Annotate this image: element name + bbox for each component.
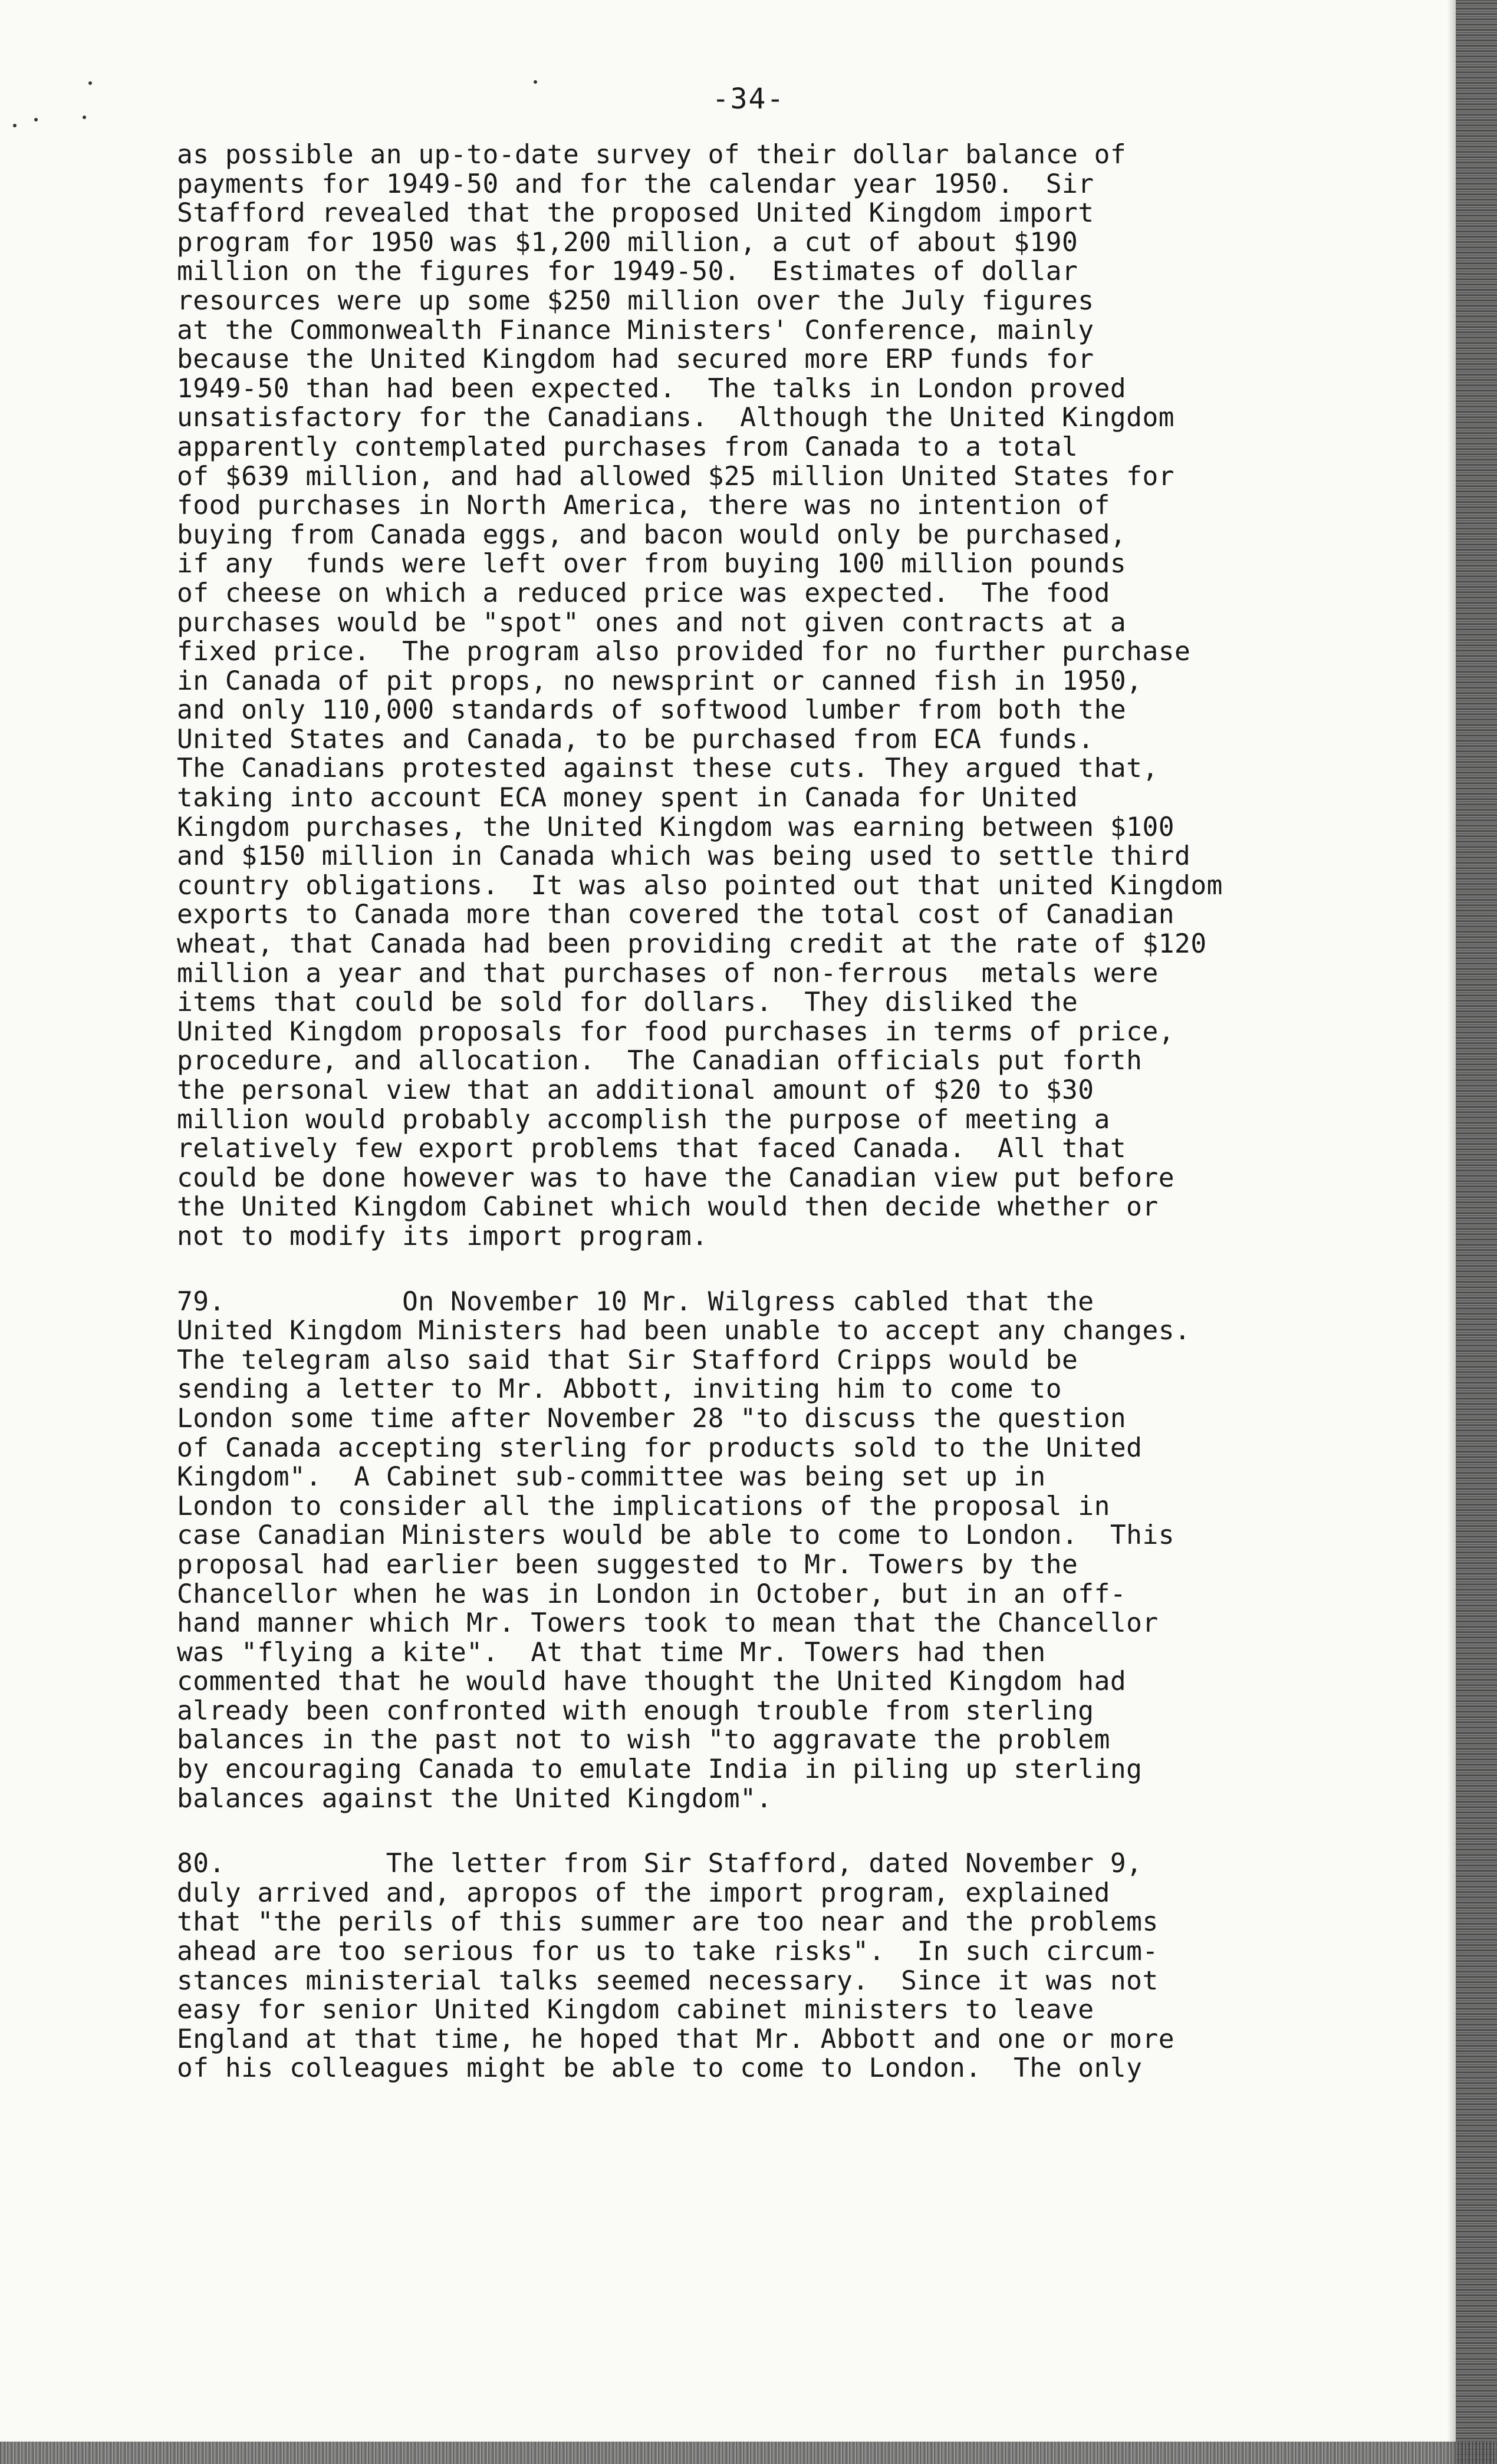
text-line: by encouraging Canada to emulate India in piling up sterling	[177, 1754, 1143, 1785]
text-line: The telegram also said that Sir Stafford Cripps would be	[177, 1345, 1078, 1375]
text-line: as possible an up-to-date survey of their dollar balance of	[177, 140, 1127, 170]
text-line: England at that time, he hoped that Mr. Abbott and one or more	[177, 2024, 1175, 2054]
text-line: the United Kingdom Cabinet which would then decide whether or	[177, 1192, 1159, 1223]
body-text	[177, 140, 1380, 2083]
scan-edge-right	[1456, 0, 1497, 2464]
text-line: balances in the past not to wish "to aggravate the problem	[177, 1725, 1110, 1755]
text-line: wheat, that Canada had been providing credit at the rate of $120	[177, 929, 1207, 960]
text-line: that "the perils of this summer are too near and the problems	[177, 1907, 1159, 1938]
text-line: 79. On November 10 Mr. Wilgress cabled that the	[177, 1286, 1094, 1317]
text-line: of his colleagues might be able to come to London. The only	[177, 2053, 1143, 2084]
paragraph-80	[177, 1849, 1380, 2083]
text-line: United Kingdom proposals for food purchases in terms of price,	[177, 1016, 1175, 1047]
text-line: United States and Canada, to be purchased from ECA funds.	[177, 724, 1094, 755]
scan-edge-bottom	[0, 2442, 1497, 2464]
text-line: commented that he would have thought the United Kingdom had	[177, 1666, 1127, 1697]
text-line: million a year and that purchases of non-ferrous metals were	[177, 958, 1159, 989]
text-line: was "flying a kite". At that time Mr. Towers had then	[177, 1637, 1046, 1668]
text-line: Kingdom". A Cabinet sub-committee was being set up in	[177, 1462, 1046, 1493]
paragraph-gap	[177, 1813, 1380, 1849]
text-line: already been confronted with enough trouble from sterling	[177, 1695, 1094, 1726]
text-line: million on the figures for 1949-50. Estimates of dollar	[177, 256, 1078, 287]
text-line: program for 1950 was $1,200 million, a cut of about $190	[177, 227, 1078, 258]
text-line: resources were up some $250 million over the July figures	[177, 285, 1094, 316]
scan-edge-shadow	[1447, 0, 1456, 2464]
text-line: 1949-50 than had been expected. The talks in London proved	[177, 373, 1127, 404]
text-line: 80. The letter from Sir Stafford, dated November 9,	[177, 1849, 1143, 1879]
text-line: fixed price. The program also provided for no further purchase	[177, 637, 1191, 667]
text-line: London some time after November 28 "to discuss the question	[177, 1403, 1127, 1434]
text-line: Kingdom purchases, the United Kingdom was earning between $100	[177, 812, 1175, 842]
text-line: sending a letter to Mr. Abbott, inviting him to come to	[177, 1374, 1062, 1405]
text-line: if any funds were left over from buying 100 million pounds	[177, 549, 1127, 579]
text-line: The Canadians protested against these cuts. They argued that,	[177, 753, 1159, 784]
text-line: of Canada accepting sterling for products sold to the United	[177, 1432, 1143, 1463]
text-line: proposal had earlier been suggested to Mr. Towers by the	[177, 1549, 1078, 1580]
text-line: unsatisfactory for the Canadians. Although the United Kingdom	[177, 403, 1175, 433]
text-line: easy for senior United Kingdom cabinet ministers to leave	[177, 1995, 1094, 2025]
page-number: -34-	[712, 83, 785, 116]
text-line: items that could be sold for dollars. They disliked the	[177, 987, 1078, 1018]
scan-speck	[83, 116, 86, 119]
scan-speck	[34, 118, 38, 121]
text-line: and only 110,000 standards of softwood lumber from both the	[177, 695, 1127, 726]
text-line: Stafford revealed that the proposed United Kingdom import	[177, 198, 1094, 229]
text-line: ahead are too serious for us to take risks". In such circum-	[177, 1936, 1159, 1967]
text-line: balances against the United Kingdom".	[177, 1783, 772, 1814]
text-line: in Canada of pit props, no newsprint or canned fish in 1950,	[177, 666, 1143, 696]
text-line: relatively few export problems that faced Canada. All that	[177, 1134, 1127, 1164]
text-line: food purchases in North America, there was no intention of	[177, 490, 1110, 521]
text-line: at the Commonwealth Finance Ministers' Conference, mainly	[177, 315, 1094, 345]
text-line: taking into account ECA money spent in Canada for United	[177, 783, 1078, 813]
text-line: payments for 1949-50 and for the calendar year 1950. Sir	[177, 169, 1094, 199]
text-line: duly arrived and, apropos of the import program, explained	[177, 1877, 1110, 1908]
text-line: not to modify its import program.	[177, 1221, 708, 1251]
text-line: of $639 million, and had allowed $25 million United States for	[177, 461, 1175, 492]
text-line: United Kingdom Ministers had been unable to accept any changes.	[177, 1316, 1191, 1346]
text-line: London to consider all the implications of the proposal in	[177, 1491, 1110, 1521]
paragraph-gap	[177, 1251, 1380, 1287]
text-line: country obligations. It was also pointed out that united Kingdom	[177, 870, 1223, 901]
text-line: could be done however was to have the Canadian view put before	[177, 1162, 1175, 1193]
text-line: because the United Kingdom had secured more ERP funds for	[177, 344, 1094, 375]
text-line: exports to Canada more than covered the total cost of Canadian	[177, 900, 1175, 930]
paragraph-78-continuation	[177, 140, 1380, 1251]
text-line: the personal view that an additional amount of $20 to $30	[177, 1075, 1094, 1105]
text-line: purchases would be "spot" ones and not given contracts at a	[177, 607, 1127, 638]
text-line: of cheese on which a reduced price was expected. The food	[177, 578, 1110, 608]
text-line: procedure, and allocation. The Canadian officials put forth	[177, 1046, 1143, 1076]
text-line: hand manner which Mr. Towers took to mean that the Chancellor	[177, 1608, 1159, 1639]
text-line: apparently contemplated purchases from Canada to a total	[177, 431, 1078, 462]
text-line: million would probably accomplish the purpose of meeting a	[177, 1104, 1110, 1135]
paragraph-79	[177, 1287, 1380, 1814]
scan-speck	[13, 124, 17, 127]
text-line: stances ministerial talks seemed necessary. Since it was not	[177, 1965, 1159, 1996]
text-line: Chancellor when he was in London in October, but in an off-	[177, 1579, 1127, 1609]
text-line: buying from Canada eggs, and bacon would only be purchased,	[177, 519, 1127, 550]
text-line: and $150 million in Canada which was being used to settle third	[177, 841, 1191, 872]
text-line: case Canadian Ministers would be able to come to London. This	[177, 1520, 1175, 1551]
